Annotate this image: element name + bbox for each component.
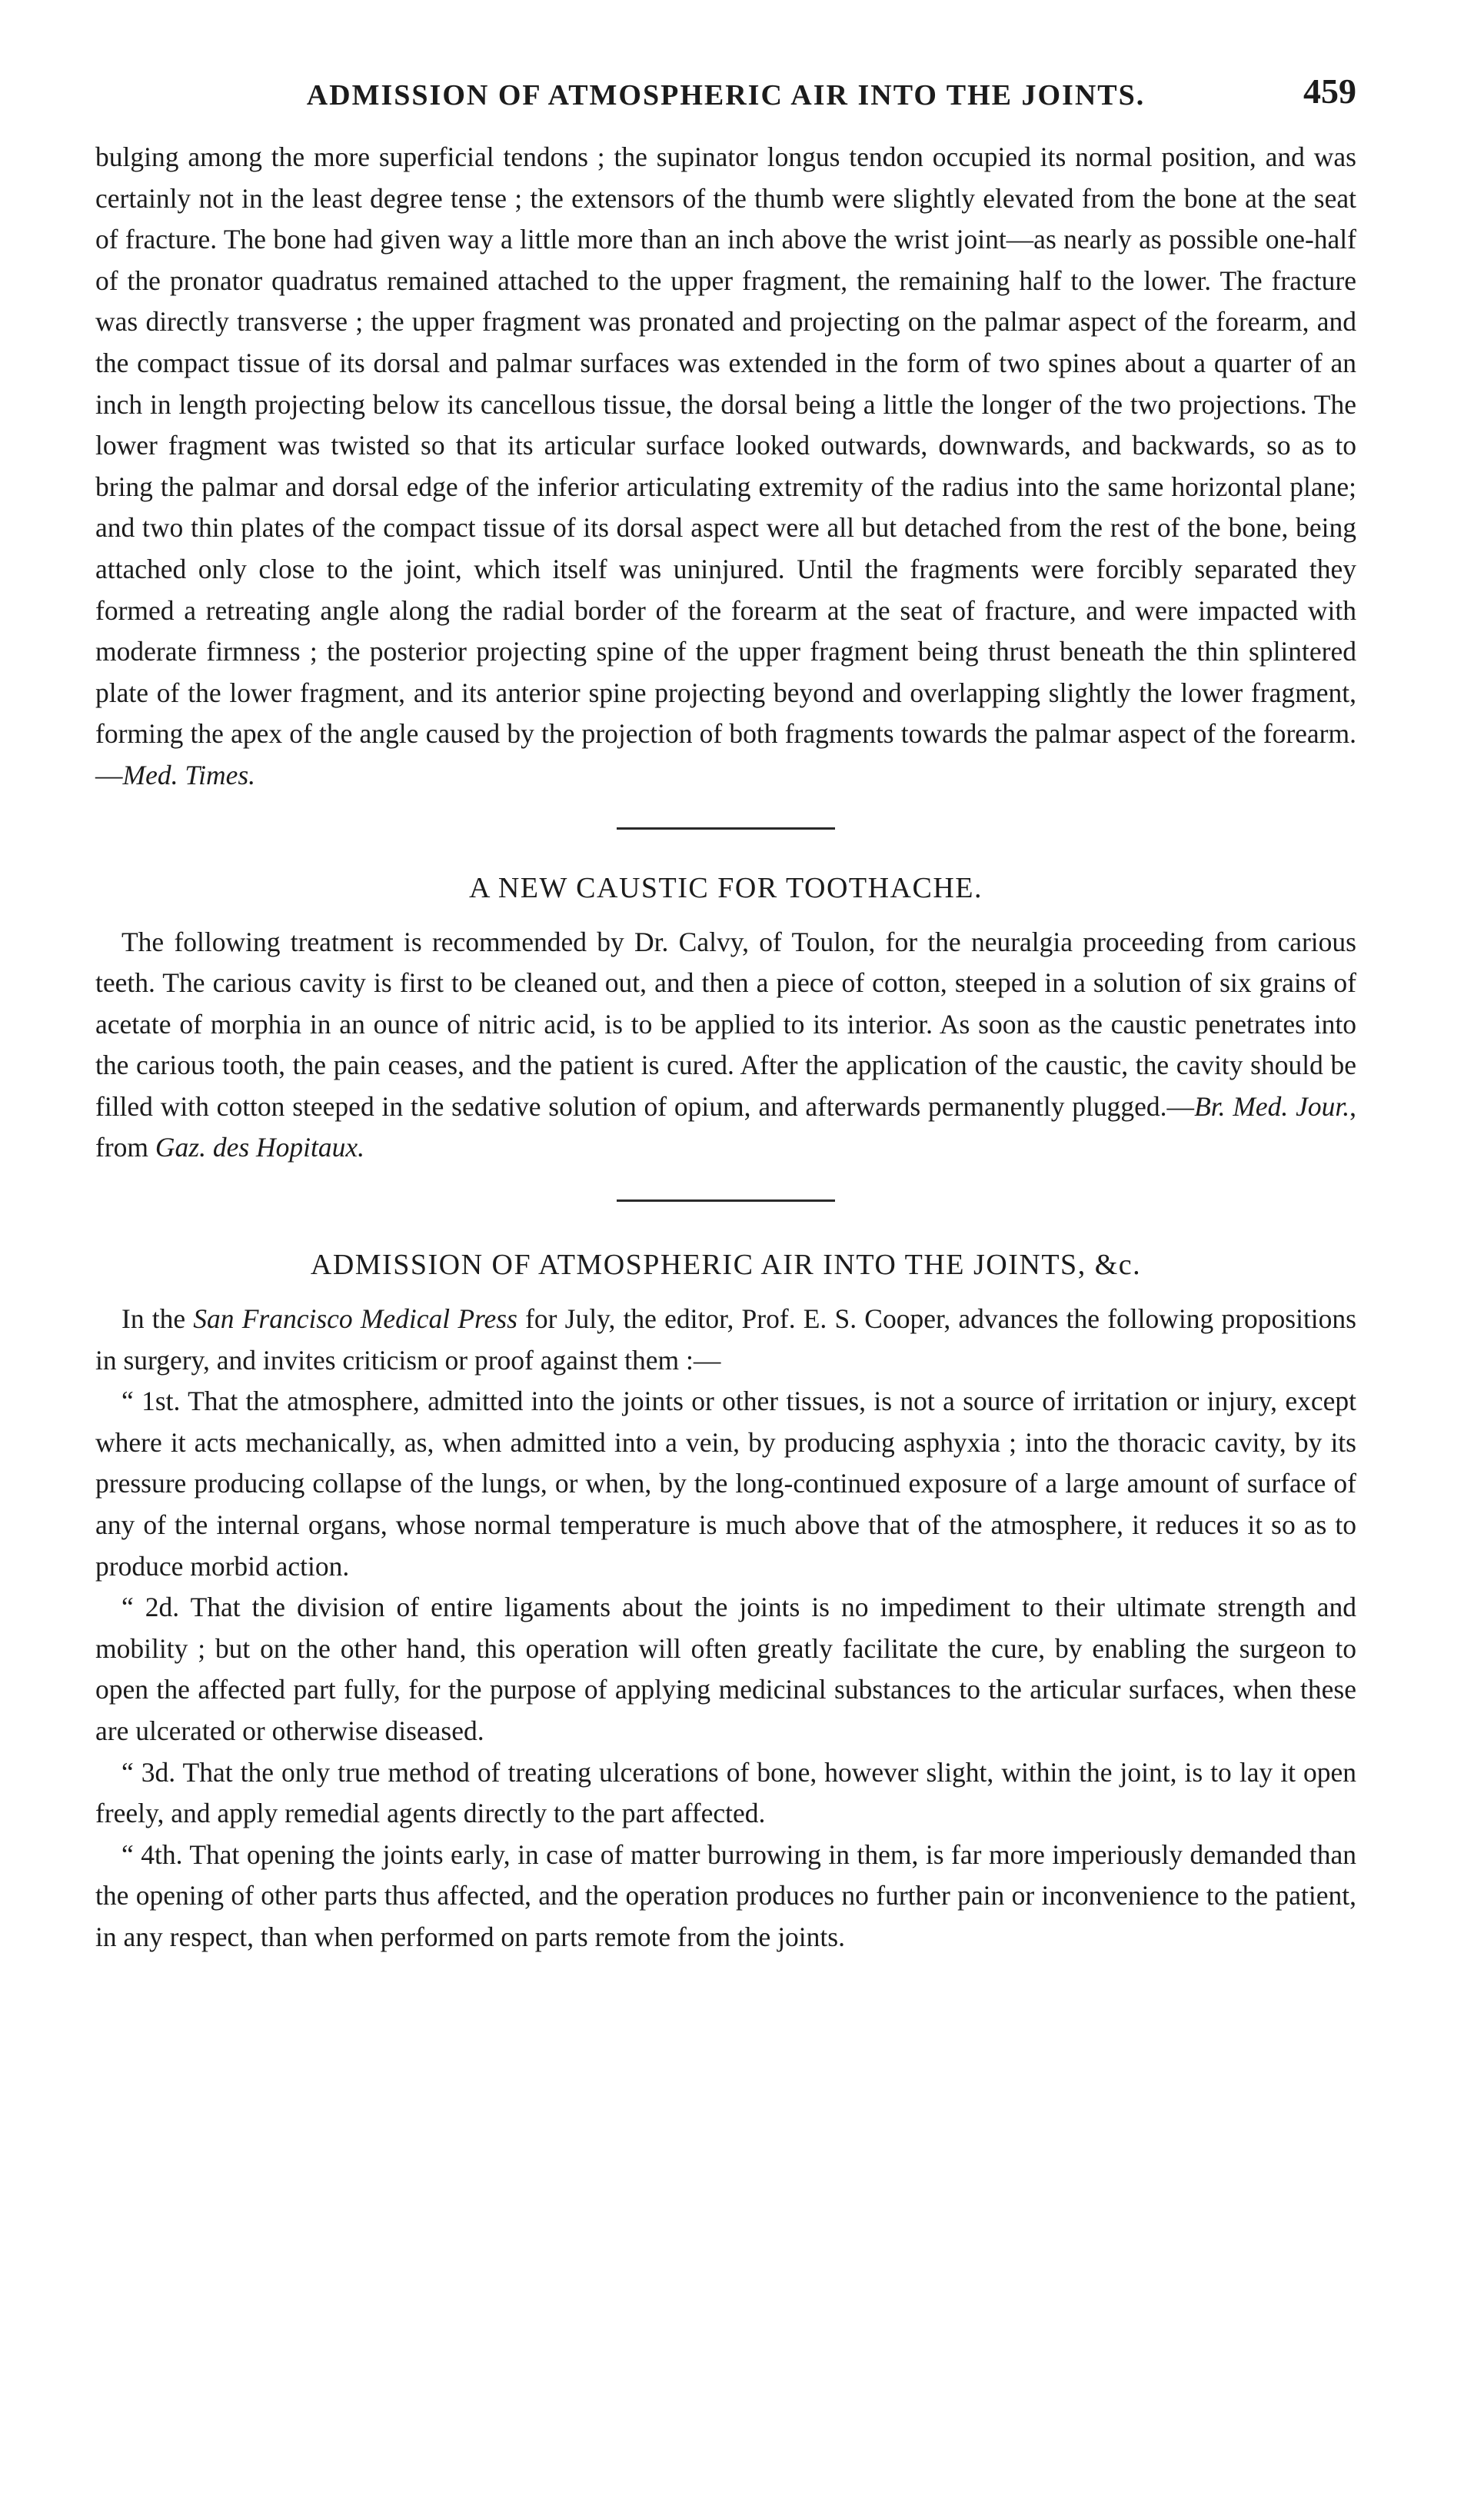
page [95, 71, 1356, 1958]
caustic-heading: A NEW CAUSTIC FOR TOOTHACHE. [469, 871, 983, 904]
joints-intro-after: for July, the editor, Prof. E. S. Cooper, advances the following propositions in surgery, and invites criticism or proof against them :— [95, 1303, 1356, 1376]
proposition-2: “ 2d. That the division of entire ligaments about the joints is no impediment to their ultimate strength and mobility ; but on the other hand, this operation will often greatly facilitate the cure, by enabling the surgeon to open the affected part fully, for the purpose of applying medicinal substances to the articular surfaces, when these are ulcerated or otherwise diseased. [95, 1592, 1356, 1746]
joints-intro [95, 1299, 1356, 1381]
proposition-3: “ 3d. That the only true method of treating ulcerations of bone, however slight, within the joint, is to lay it open freely, and apply remedial agents directly to the part affected. [95, 1756, 1356, 1829]
caustic-source-joiner: , from [95, 1090, 1356, 1163]
caustic-article [95, 870, 1356, 1169]
joints-intro-before: In the [121, 1303, 194, 1335]
section-divider [617, 1199, 835, 1202]
caustic-text: The following treatment is recommended by Dr. Calvy, of Toulon, for the neuralgia proceeding from carious teeth. The carious cavity is first to be cleaned out, and then a piece of cotton, steeped in a solution of six grains of acetate of morphia in an ounce of nitric acid, is to be applied to its interior. As soon as the caustic penetrates into the carious tooth, the pain ceases, and the patient is cured. After the application of the caustic, the cavity should be filled with cotton steeped in the sedative solution of opium, and afterwards permanently plugged.— [95, 926, 1356, 1122]
joints-heading: ADMISSION OF ATMOSPHERIC AIR INTO THE JOINTS, &c. [310, 1249, 1142, 1282]
caustic-paragraph [95, 922, 1356, 1169]
page-number: 459 [1303, 72, 1356, 111]
joints-article [95, 1246, 1356, 1958]
running-header [95, 71, 1356, 120]
running-title: ADMISSION OF ATMOSPHERIC AIR INTO THE JOINTS. [306, 79, 1146, 111]
fracture-article [95, 137, 1356, 797]
joints-intro-journal: San Francisco Medical Press [193, 1303, 517, 1335]
caustic-source-secondary: Gaz. des Hopitaux. [155, 1132, 365, 1163]
fracture-source: Med. Times. [122, 759, 256, 790]
fracture-paragraph [95, 137, 1356, 797]
caustic-source-journal: Br. Med. Jour. [1194, 1090, 1350, 1122]
proposition-1: “ 1st. That the atmosphere, admitted into the joints or other tissues, is not a source of irritation or injury, except where it acts mechanically, as, when admitted into a vein, by producing asphyxia ; into the thoracic cavity, by its pressure producing collapse of the lungs, or when, by the long-continued exposure of a large amount of surface of any of the internal organs, whose normal temperature is much above that of the atmosphere, it reduces it so as to produce morbid action. [95, 1386, 1356, 1582]
section-divider [617, 827, 835, 830]
fracture-text: bulging among the more superficial tendons ; the supinator longus tendon occupied its normal position, and was certainly not in the least degree tense ; the extensors of the thumb were slightly elevated from the bone at the seat of fracture. The bone had given way a little more than an inch above the wrist joint—as nearly as possible one-half of the pronator quadratus remained attached to the upper fragment, the remaining half to the lower. The fracture was directly transverse ; the upper fragment was pronated and projecting on the palmar aspect of the forearm, and the compact tissue of its dorsal and palmar surfaces was extended in the form of two spines about a quarter of an inch in length projecting below its cancellous tissue, the dorsal being a little the longer of the two projections. The lower fragment was twisted so that its articular surface looked outwards, downwards, and backwards, so as to bring the palmar and dorsal edge of the inferior articulating extremity of the radius into the same horizontal plane; and two thin plates of the compact tissue of its dorsal aspect were all but detached from the rest of the bone, being attached only close to the joint, which itself was uninjured. Until the fragments were forcibly separated they formed a retreating angle along the radial border of the forearm at the seat of fracture, and were impacted with moderate firmness ; the posterior projecting spine of the upper fragment being thrust beneath the thin splintered plate of the lower fragment, and its anterior spine projecting beyond and overlapping slightly the lower fragment, forming the apex of the angle caused by the projection of both fragments towards the palmar aspect of the forearm.— [95, 141, 1356, 790]
proposition-4: “ 4th. That opening the joints early, in case of matter burrowing in them, is far more imperiously demanded than the opening of other parts thus affected, and the operation produces no further pain or inconvenience to the patient, in any respect, than when performed on parts remote from the joints. [95, 1838, 1356, 1952]
